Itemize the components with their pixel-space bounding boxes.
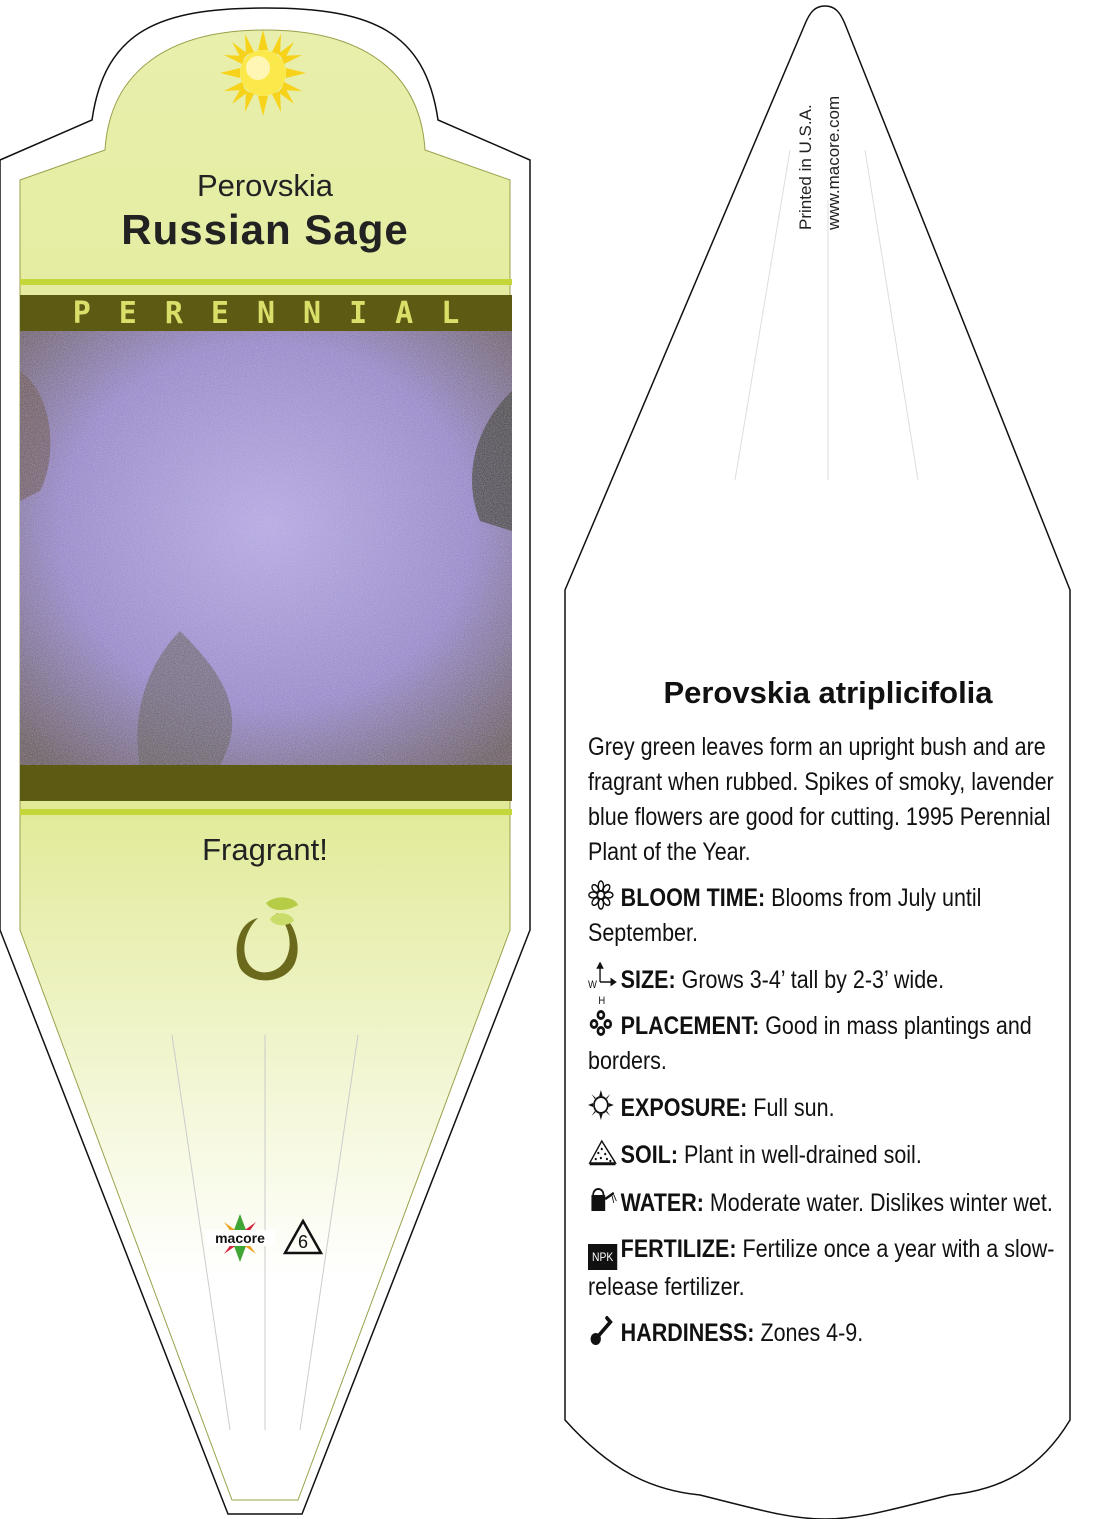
common-name: Russian Sage xyxy=(121,206,409,253)
category-band xyxy=(20,295,512,331)
flower-icon xyxy=(588,880,617,906)
sun-icon xyxy=(588,1090,617,1116)
attr-text: Grows 3-4’ tall by 2-3’ wide. xyxy=(681,966,945,994)
soil-icon xyxy=(588,1137,617,1163)
attr-text: Fertilize once a year with a slow-release fertilizer. xyxy=(588,1235,1055,1301)
attr-label: BLOOM TIME: xyxy=(620,884,766,912)
size-icon: W H xyxy=(588,962,617,988)
attr-label: SIZE: xyxy=(620,966,676,994)
attr-text: Zones 4-9. xyxy=(760,1319,864,1347)
attr-label: WATER: xyxy=(620,1189,704,1217)
attr-soil xyxy=(588,1137,1070,1173)
npk-icon: NPK xyxy=(588,1244,617,1270)
photo-bottom-band xyxy=(20,765,512,801)
attr-exposure xyxy=(588,1090,1070,1126)
website: www.macore.com xyxy=(824,95,843,230)
recycle-icon xyxy=(281,1218,325,1258)
fragrance-swirl-icon xyxy=(228,893,308,988)
attr-label: PLACEMENT: xyxy=(620,1012,760,1040)
description: Grey green leaves form an upright bush and are fragrant when rubbed. Spikes of smoky, lavender blue flowers are good for cutting. 1995 Perennial Plant of the Year. xyxy=(588,733,1054,866)
attr-label: EXPOSURE: xyxy=(620,1094,748,1122)
plant-photo xyxy=(20,331,512,765)
attr-placement xyxy=(588,1008,1070,1079)
printed-in: Printed in U.S.A. xyxy=(796,104,815,230)
macore-logo xyxy=(205,1210,275,1270)
genus-name: Perovskia xyxy=(196,168,334,203)
watering-can-icon xyxy=(588,1185,617,1211)
attr-label: FERTILIZE: xyxy=(620,1235,737,1263)
attr-text: Full sun. xyxy=(753,1094,835,1122)
attr-fertilize xyxy=(588,1232,1070,1305)
attr-size xyxy=(588,962,1070,1007)
placement-icon xyxy=(588,1008,617,1034)
attr-text: Plant in well-drained soil. xyxy=(683,1141,922,1169)
category-label: PERENNIAL xyxy=(72,296,488,331)
thermometer-icon xyxy=(588,1315,617,1341)
attr-text: Blooms from July until September. xyxy=(588,884,982,947)
attr-bloom-time xyxy=(588,880,1070,951)
sun-icon xyxy=(218,28,308,118)
attr-label: SOIL: xyxy=(620,1141,679,1169)
attr-water xyxy=(588,1185,1070,1221)
botanical-name: Perovskia atriplicifolia xyxy=(663,675,993,710)
tagline: Fragrant! xyxy=(202,832,328,867)
attr-text: Good in mass plantings and borders. xyxy=(588,1012,1032,1075)
brand-name: macore xyxy=(205,1230,275,1246)
attr-hardiness xyxy=(588,1315,1070,1351)
attr-label: HARDINESS: xyxy=(620,1319,755,1347)
attr-text: Moderate water. Dislikes winter wet. xyxy=(709,1189,1053,1217)
recycle-code: 6 xyxy=(297,1232,308,1252)
